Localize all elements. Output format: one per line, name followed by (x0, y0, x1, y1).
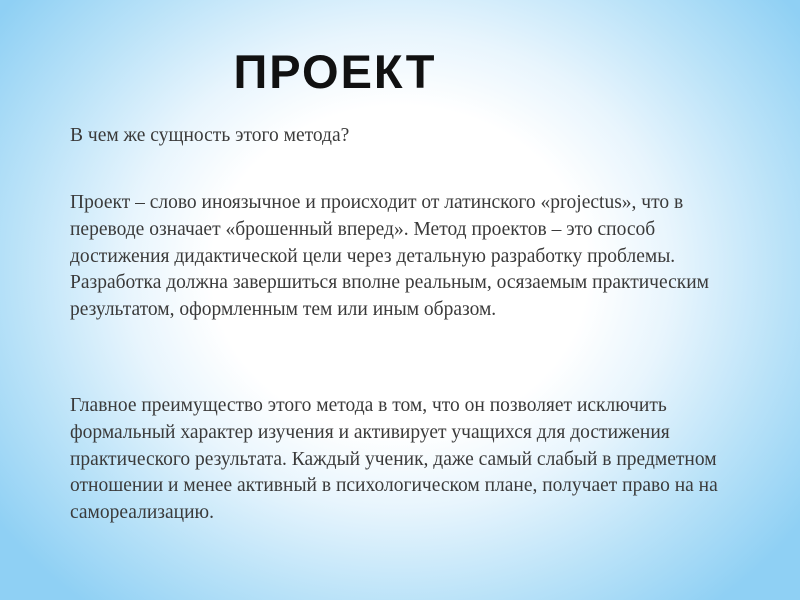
slide-title: ПРОЕКТ (233, 45, 437, 98)
definition-paragraph: Проект – слово иноязычное и происходит от латинского «projectus», что в переводе означает «брошенный вперед». Метод проектов – это способ достижения дидактической цели через детальную разработку проблемы. Разработка должна завершиться вполне реальным, осязаемым практическим результатом, оформленным тем или иным образом. (70, 192, 710, 321)
advantage-paragraph: Главное преимущество этого метода в том, что он позволяет исключить формальный характер изучения и активирует учащихся для достижения практического результата. Каждый ученик, даже самый слабый в предметном отношении и менее активный в психологическом плане, получает право на на самореализацию. (70, 395, 718, 524)
question-text: В чем же сущность этого метода? (70, 125, 350, 146)
